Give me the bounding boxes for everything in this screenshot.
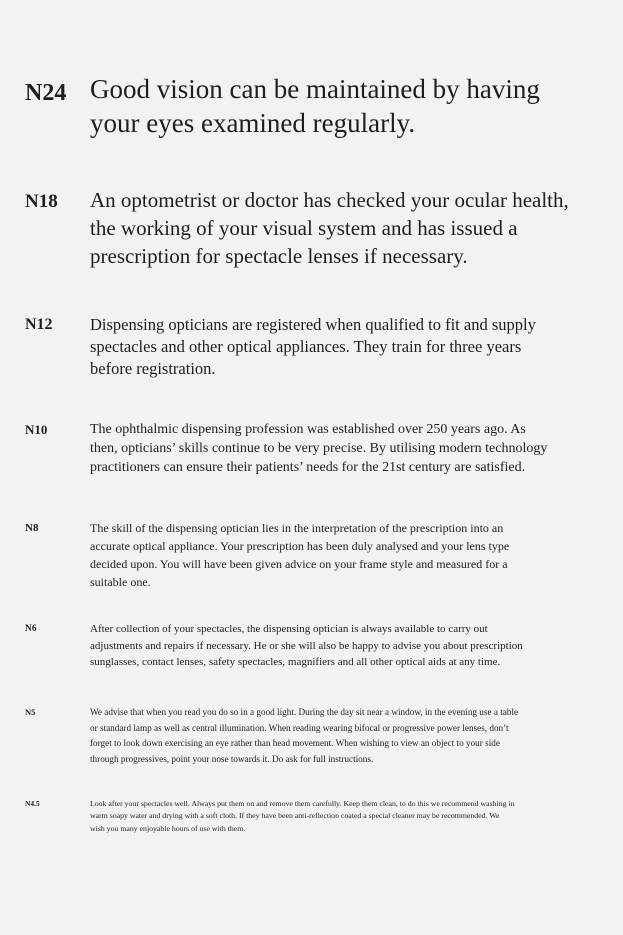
text-line: adjustments and repairs if necessary. He or she will also be happy to advise you about prescription xyxy=(90,639,523,652)
paragraph xyxy=(90,72,540,140)
text-line: suitable one. xyxy=(90,575,151,589)
size-label: N24 xyxy=(25,80,67,106)
paragraph xyxy=(90,621,523,671)
text-line: Good vision can be maintained by having xyxy=(90,74,540,104)
text-line: An optometrist or doctor has checked your ocular health, xyxy=(90,188,569,212)
paragraph xyxy=(90,314,536,380)
text-line: After collection of your spectacles, the dispensing optician is always available to carry out xyxy=(90,623,488,635)
paragraph xyxy=(90,705,518,767)
size-label: N8 xyxy=(25,522,39,534)
text-line: Dispensing opticians are registered when qualified to fit and supply xyxy=(90,315,536,334)
text-line: accurate optical appliance. Your prescription has been duly analysed and your lens type xyxy=(90,539,510,553)
text-line: before registration. xyxy=(90,359,216,378)
text-line: wish you many enjoyable hours of use with them. xyxy=(90,823,246,833)
paragraph xyxy=(90,420,547,477)
paragraph xyxy=(90,519,509,591)
text-line: Look after your spectacles well. Always put them on and remove them carefully. Keep them clean, to do this we recommend washing in xyxy=(90,799,515,808)
text-line: decided upon. You will have been given advice on your frame style and measured for a xyxy=(90,557,508,571)
text-line: warm soapy water and drying with a soft cloth. If they have been anti-reflection coated a special cleaner may be recommended. We xyxy=(90,811,500,821)
text-line: The ophthalmic dispensing profession was established over 250 years ago. As xyxy=(90,422,526,437)
size-label: N12 xyxy=(25,316,53,333)
text-line: the working of your visual system and has issued a xyxy=(90,216,518,240)
size-label: N18 xyxy=(25,191,58,212)
text-line: prescription for spectacle lenses if necessary. xyxy=(90,244,468,268)
text-line: spectacles and other optical appliances. They train for three years xyxy=(90,337,522,356)
size-label: N6 xyxy=(25,624,37,634)
size-label: N4.5 xyxy=(25,799,40,808)
paragraph xyxy=(90,186,569,270)
text-line: forget to look down exercising an eye rather than head movement. When wishing to view an object to your side xyxy=(90,738,500,748)
text-line: practitioners can ensure their patients’ needs for the 21st century are satisfied. xyxy=(90,460,526,475)
text-line: your eyes examined regularly. xyxy=(90,108,416,138)
size-label: N5 xyxy=(25,707,36,717)
text-line: or standard lamp as well as central illumination. When reading wearing bifocal or progressive power lenses, don’t xyxy=(90,722,509,733)
text-line: The skill of the dispensing optician lies in the interpretation of the prescription into an xyxy=(90,521,504,535)
text-line: then, opticians’ skills continue to be very precise. By utilising modern technology xyxy=(90,441,548,456)
text-line: through progressives, point your nose towards it. Do ask for full instructions. xyxy=(90,753,374,764)
size-label: N10 xyxy=(25,422,48,437)
text-line: sunglasses, contact lenses, safety spectacles, magnifiers and all other optical aids at any time. xyxy=(90,656,501,668)
paragraph xyxy=(90,798,515,835)
text-line: We advise that when you read you do so in a good light. During the day sit near a window, in the evening use a table xyxy=(90,707,519,717)
